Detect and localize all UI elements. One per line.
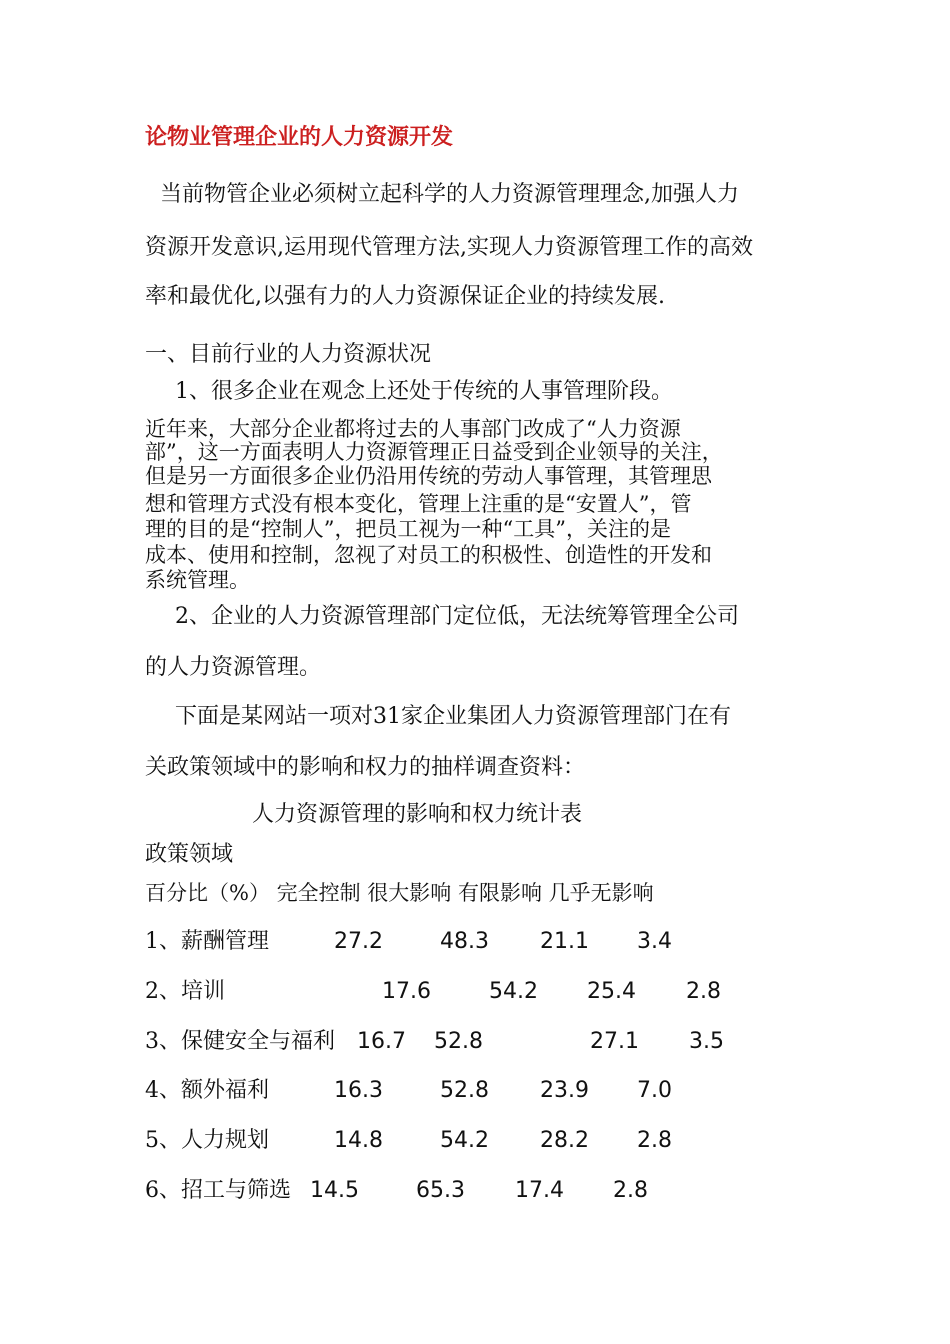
table-row-3-label: 3、保健安全与福利	[145, 1029, 335, 1054]
table-row-2-value-2: 54.2	[489, 979, 538, 1004]
table-row-5-label: 5、人力规划	[145, 1128, 269, 1153]
point1-body-line-4: 想和管理方式没有根本变化，管理上注重的是“安置人”，管	[145, 492, 692, 516]
table-row-3-value-3: 27.1	[590, 1029, 639, 1054]
point1-heading: 1、很多企业在观念上还处于传统的人事管理阶段。	[175, 379, 673, 404]
table-row-2-value-1: 17.6	[382, 979, 431, 1004]
point1-body-line-3: 但是另一方面很多企业仍沿用传统的劳动人事管理，其管理思	[145, 464, 712, 488]
table-row-1-value-3: 21.1	[540, 929, 589, 954]
point1-body-line-6: 成本、使用和控制，忽视了对员工的积极性、创造性的开发和	[145, 543, 712, 567]
section1-heading: 一、目前行业的人力资源状况	[145, 342, 432, 367]
table-row-2-label: 2、培训	[145, 979, 225, 1004]
table-row-2-value-3: 25.4	[587, 979, 636, 1004]
table-row-5-value-2: 54.2	[440, 1128, 489, 1153]
table-row-5-value-1: 14.8	[334, 1128, 383, 1153]
table-row-6-value-3: 17.4	[515, 1178, 564, 1203]
table-row-1-value-1: 27.2	[334, 929, 383, 954]
table-row-6-value-4: 2.8	[613, 1178, 648, 1203]
survey-line-2: 关政策领域中的影响和权力的抽样调查资料：	[145, 755, 586, 780]
intro-line-1: 当前物管企业必须树立起科学的人力资源管理理念,加强人力	[160, 182, 739, 207]
document-title: 论物业管理企业的人力资源开发	[145, 124, 454, 150]
survey-line-1: 下面是某网站一项对31家企业集团人力资源管理部门在有	[175, 704, 731, 729]
point2-line-1: 2、企业的人力资源管理部门定位低，无法统筹管理全公司	[175, 604, 739, 629]
table-row-4-label: 4、额外福利	[145, 1078, 269, 1103]
table-row-3-value-1: 16.7	[357, 1029, 406, 1054]
intro-line-3: 率和最优化,以强有力的人力资源保证企业的持续发展.	[145, 284, 665, 309]
table-row-4-value-3: 23.9	[540, 1078, 589, 1103]
intro-line-2: 资源开发意识,运用现代管理方法,实现人力资源管理工作的高效	[145, 235, 753, 260]
table-row-3-value-2: 52.8	[434, 1029, 483, 1054]
point1-body-line-2: 部”，这一方面表明人力资源管理正日益受到企业领导的关注，	[145, 440, 723, 464]
table-row-3-value-4: 3.5	[689, 1029, 724, 1054]
table-row-4-value-4: 7.0	[637, 1078, 672, 1103]
table-row-1-value-2: 48.3	[440, 929, 489, 954]
table-row-1-label: 1、薪酬管理	[145, 929, 269, 954]
table-header-line-1: 政策领域	[145, 842, 234, 867]
table-row-6-value-1: 14.5	[310, 1178, 359, 1203]
table-caption: 人力资源管理的影响和权力统计表	[252, 802, 583, 827]
table-row-6-label: 6、招工与筛选	[145, 1178, 291, 1203]
table-header-line-2: 百分比（%） 完全控制 很大影响 有限影响 几乎无影响	[145, 881, 654, 905]
point1-body-line-7: 系统管理。	[145, 568, 250, 592]
point1-body-line-5: 理的目的是“控制人”，把员工视为一种“工具”，关注的是	[145, 517, 671, 541]
table-row-4-value-1: 16.3	[334, 1078, 383, 1103]
point1-body-line-1: 近年来，大部分企业都将过去的人事部门改成了“人力资源	[145, 417, 681, 441]
point2-line-2: 的人力资源管理。	[145, 655, 322, 680]
table-row-5-value-3: 28.2	[540, 1128, 589, 1153]
table-row-4-value-2: 52.8	[440, 1078, 489, 1103]
table-row-5-value-4: 2.8	[637, 1128, 672, 1153]
table-row-1-value-4: 3.4	[637, 929, 672, 954]
table-row-2-value-4: 2.8	[686, 979, 721, 1004]
table-row-6-value-2: 65.3	[416, 1178, 465, 1203]
